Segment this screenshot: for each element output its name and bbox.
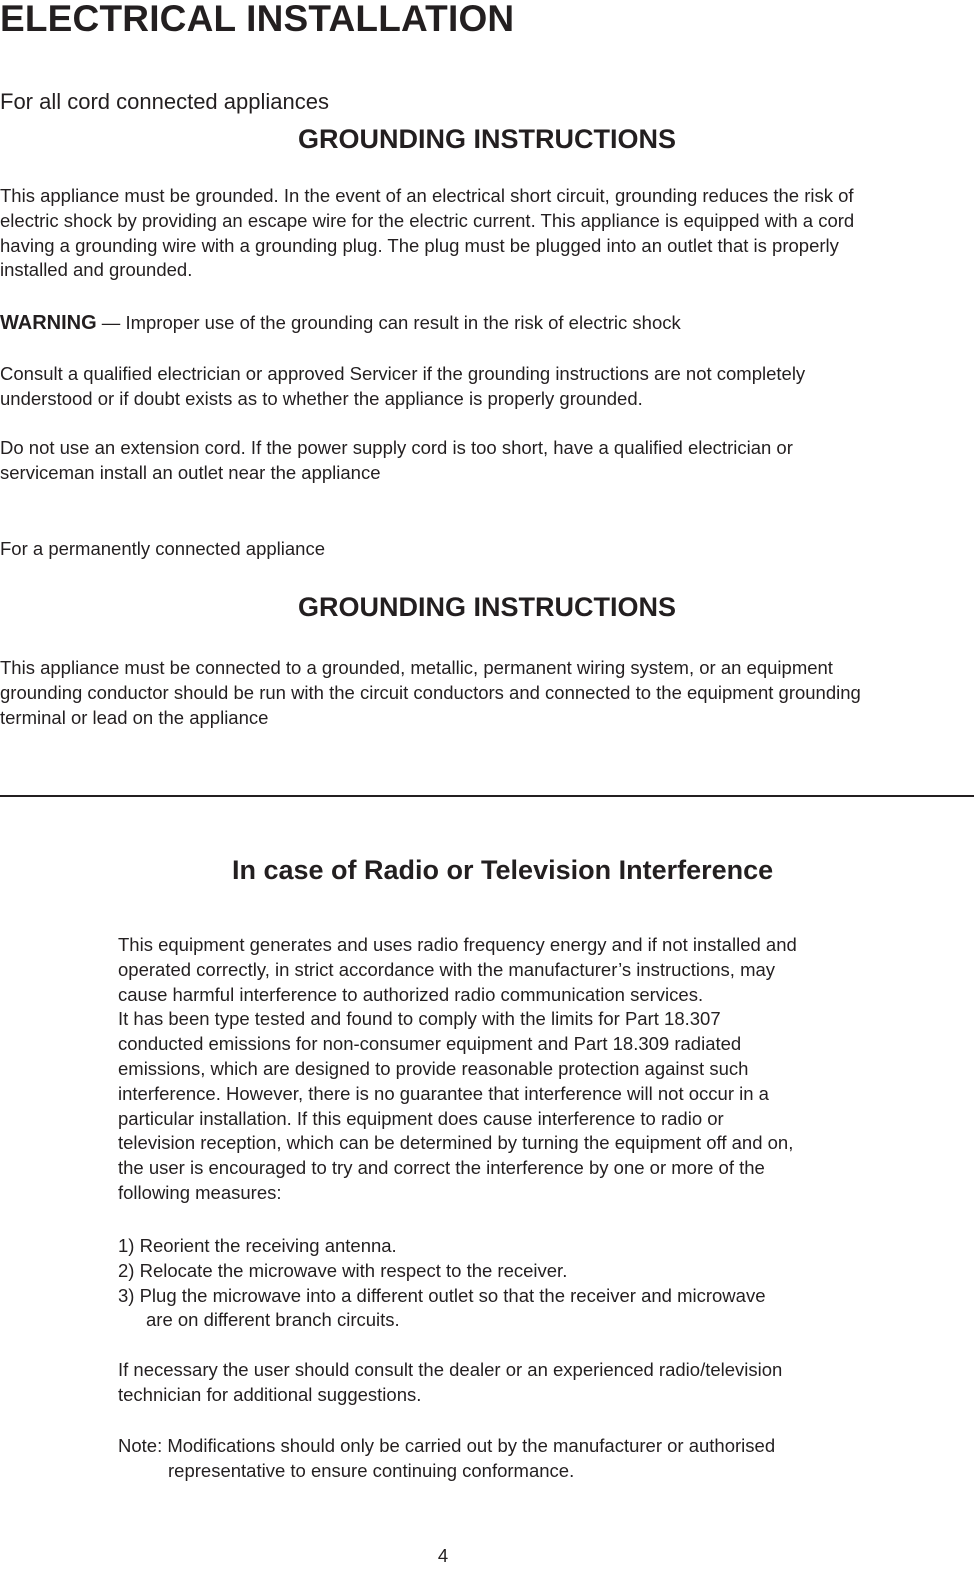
text-line: particular installation. If this equipment does cause interference to radio or [118, 1107, 724, 1129]
measures-list [118, 1234, 766, 1333]
list-item: 3) Plug the microwave into a different outlet so that the receiver and microwave [118, 1284, 766, 1306]
page-number: 4 [437, 1545, 449, 1566]
text-line: interference. However, there is no guarantee that interference will not occur in a [118, 1082, 769, 1104]
text-line: If necessary the user should consult the dealer or an experienced radio/television [118, 1359, 783, 1380]
text-line: It has been type tested and found to comply with the limits for Part 18.307 [118, 1008, 721, 1030]
text-line: operated correctly, in strict accordance with the manufacturer’s instructions, may [118, 958, 776, 980]
text-line: electric shock by providing an escape wire for the electric current. This appliance is equipped with a cord [0, 209, 855, 231]
cord-heading: GROUNDING INSTRUCTIONS [298, 124, 676, 154]
warning-line [0, 311, 681, 336]
text-line: Note: Modifications should only be carried out by the manufacturer or authorised [118, 1435, 776, 1456]
cord-paragraph-1 [0, 184, 854, 283]
text-line: having a grounding wire with a grounding plug. The plug must be plugged into an outlet that is properly [0, 234, 839, 256]
text-line: serviceman install an outlet near the appliance [0, 461, 381, 483]
text-line: the user is encouraged to try and correct the interference by one or more of the [118, 1157, 765, 1179]
text-line: Consult a qualified electrician or approved Servicer if the grounding instructions are not completely [0, 363, 806, 384]
consult-paragraph [118, 1358, 782, 1408]
interference-heading: In case of Radio or Television Interference [232, 855, 774, 885]
warning-text: — Improper use of the grounding can result in the risk of electric shock [96, 312, 681, 333]
text-line: technician for additional suggestions. [118, 1383, 422, 1405]
text-line: terminal or lead on the appliance [0, 706, 269, 728]
text-line: conducted emissions for non-consumer equipment and Part 18.309 radiated [118, 1033, 742, 1055]
cord-subtitle: For all cord connected appliances [0, 89, 329, 114]
cord-paragraph-2 [0, 362, 805, 412]
text-line: cause harmful interference to authorized radio communication services. [118, 983, 704, 1005]
cord-paragraph-3 [0, 436, 793, 486]
text-line: This appliance must be grounded. In the event of an electrical short circuit, grounding reduces the risk of [0, 185, 854, 206]
text-line: following measures: [118, 1181, 282, 1203]
text-line: representative to ensure continuing conformance. [168, 1459, 575, 1481]
text-line: grounding conductor should be run with the circuit conductors and connected to the equipment grounding [0, 681, 861, 703]
interference-paragraph [118, 933, 797, 1206]
permanent-subtitle: For a permanently connected appliance [0, 538, 325, 559]
text-line: This equipment generates and uses radio frequency energy and if not installed and [118, 934, 797, 955]
list-item: 2) Relocate the microwave with respect to the receiver. [118, 1259, 568, 1281]
text-line: emissions, which are designed to provide reasonable protection against such [118, 1057, 749, 1079]
permanent-paragraph [0, 656, 861, 730]
text-line: television reception, which can be determined by turning the equipment off and on, [118, 1132, 794, 1154]
text-line: Do not use an extension cord. If the power supply cord is too short, have a qualified electrician or [0, 437, 793, 458]
text-line: This appliance must be connected to a grounded, metallic, permanent wiring system, or an equipment [0, 657, 833, 678]
text-line: understood or if doubt exists as to whether the appliance is properly grounded. [0, 387, 643, 409]
permanent-heading: GROUNDING INSTRUCTIONS [298, 592, 676, 622]
list-item: 1) Reorient the receiving antenna. [118, 1235, 397, 1256]
section-divider [0, 795, 974, 797]
list-item-continuation: are on different branch circuits. [146, 1309, 400, 1331]
warning-label: WARNING [0, 312, 97, 334]
page-title: ELECTRICAL INSTALLATION [0, 0, 515, 39]
text-line: installed and grounded. [0, 259, 193, 281]
note-paragraph [118, 1434, 775, 1484]
